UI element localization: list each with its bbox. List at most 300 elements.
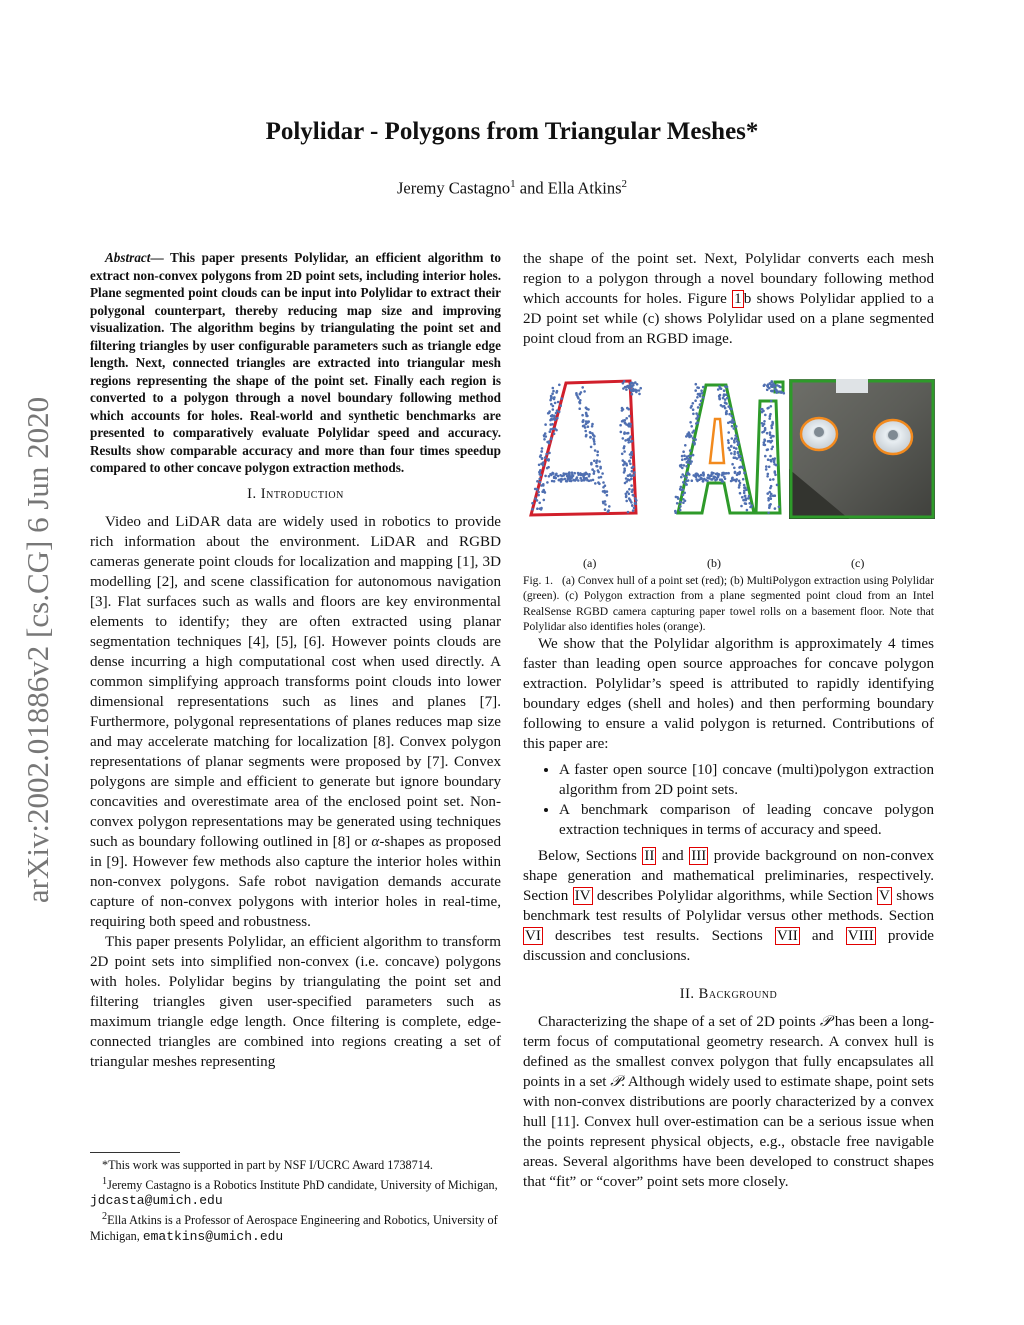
scatter-point [587, 408, 590, 411]
scatter-point [699, 403, 702, 406]
scatter-point [627, 478, 630, 481]
scatter-point [551, 423, 554, 426]
subfigure-label-a: (a) [583, 556, 597, 570]
scatter-point [581, 386, 584, 389]
scatter-point [621, 409, 624, 412]
scatter-point [596, 459, 599, 462]
scatter-point [778, 506, 781, 509]
scatter-point [557, 475, 560, 478]
scatter-point [770, 405, 773, 408]
scatter-point [721, 405, 724, 408]
body-text: provide background on non-convex shape generation and mathematical preliminaries, respectively. Section [523, 848, 934, 905]
scatter-point [771, 424, 774, 427]
scatter-point [604, 484, 607, 487]
scatter-point [700, 389, 703, 392]
scatter-point [731, 425, 734, 428]
scatter-point [596, 465, 599, 468]
scatter-point [739, 492, 742, 495]
scatter-point [558, 479, 561, 482]
scatter-point [546, 481, 549, 484]
scatter-point [587, 425, 590, 428]
scatter-point [692, 402, 695, 405]
scatter-point [593, 439, 596, 442]
scatter-point [598, 483, 601, 486]
scatter-point [769, 503, 772, 506]
scatter-point [742, 478, 745, 481]
scatter-point [770, 400, 773, 403]
scatter-point [631, 504, 634, 507]
email-link[interactable]: ematkins@umich.edu [142, 1228, 284, 1244]
scatter-point [589, 431, 592, 434]
scatter-point [556, 409, 559, 412]
scatter-point [772, 478, 775, 481]
scatter-point [536, 507, 539, 510]
scatter-point [628, 415, 631, 418]
scatter-point [767, 499, 770, 502]
figure-panel-a [528, 379, 653, 519]
scatter-point [767, 473, 770, 476]
section-ref-link[interactable]: IV [574, 888, 591, 905]
scatter-point [722, 480, 725, 483]
section-number: I. [247, 485, 261, 502]
arxiv-identifier: arXiv:2002.01886v2 [cs.CG] 6 Jun 2020 [20, 396, 55, 904]
scatter-point [571, 471, 574, 474]
scatter-point [590, 462, 593, 465]
scatter-point [734, 472, 737, 475]
scatter-point [575, 392, 578, 395]
scatter-point [724, 401, 727, 404]
scatter-point [545, 453, 548, 456]
scatter-point [547, 458, 550, 461]
scatter-point [539, 481, 542, 484]
scatter-point [767, 440, 770, 443]
scatter-point [766, 475, 769, 478]
scatter-point [769, 495, 772, 498]
scatter-point [727, 472, 730, 475]
scatter-point [682, 501, 685, 504]
footnote-text: Ella Atkins is a Professor of Aerospace Engineering and Robotics, University of Michigan, [90, 1212, 498, 1243]
scatter-point [743, 472, 746, 475]
scatter-point [740, 459, 743, 462]
scatter-point [774, 471, 777, 474]
scatter-point [735, 480, 738, 483]
scatter-point [763, 441, 766, 444]
scatter-point [576, 395, 579, 398]
scatter-point [767, 458, 770, 461]
list-item: • A faster open source [10] concave (multi)polygon extraction algorithm from 2D point sets. [559, 760, 934, 800]
footnote-marker: 2 [102, 1210, 108, 1222]
scatter-point [696, 396, 699, 399]
scatter-point [688, 473, 691, 476]
scatter-point [536, 488, 539, 491]
figure-panel-c [789, 379, 935, 519]
figure-ref-link[interactable]: 1 [734, 291, 742, 307]
scatter-point [550, 403, 553, 406]
scatter-point [745, 497, 748, 500]
scatter-point [768, 466, 771, 469]
section-ref-link[interactable]: V [879, 888, 890, 905]
scatter-point [633, 507, 636, 510]
scatter-point [779, 391, 782, 394]
scatter-point [766, 449, 769, 452]
paper-title: Polylidar - Polygons from Triangular Meshes* [265, 118, 759, 145]
scatter-point [567, 477, 570, 480]
subfigure-labels [523, 553, 934, 573]
scatter-point [549, 428, 552, 431]
scatter-point [723, 395, 726, 398]
scatter-point [741, 496, 744, 499]
scatter-point [630, 390, 633, 393]
scatter-point [590, 446, 593, 449]
scatter-point [730, 415, 733, 418]
scatter-point [538, 464, 541, 467]
scatter-point [699, 393, 702, 396]
scatter-point [606, 494, 609, 497]
scatter-point [549, 430, 552, 433]
scatter-point [683, 464, 686, 467]
scatter-point [700, 477, 703, 480]
scatter-point [579, 399, 582, 402]
scatter-point [578, 407, 581, 410]
scatter-point [681, 458, 684, 461]
scatter-point [783, 392, 786, 395]
scatter-point [631, 470, 634, 473]
scatter-point [737, 452, 740, 455]
scatter-point [557, 401, 560, 404]
scatter-point [765, 468, 768, 471]
scatter-point [742, 499, 745, 502]
scatter-point [691, 431, 694, 434]
scatter-point [541, 447, 544, 450]
scatter-point [630, 451, 633, 454]
scatter-point [621, 407, 624, 410]
scatter-point [623, 471, 626, 474]
scatter-point [771, 427, 774, 430]
scatter-point [553, 415, 556, 418]
scatter-point [711, 478, 714, 481]
scatter-point [626, 464, 629, 467]
scatter-point [690, 425, 693, 428]
scatter-point [734, 437, 737, 440]
scatter-point [764, 428, 767, 431]
scatter-point [590, 479, 593, 482]
scatter-point [552, 408, 555, 411]
scatter-point [731, 437, 734, 440]
scatter-point [743, 487, 746, 490]
scatter-point [770, 436, 773, 439]
scatter-point [604, 508, 607, 511]
scatter-point [694, 438, 697, 441]
scatter-point [585, 477, 588, 480]
email-link[interactable]: jdcasta@umich.edu [90, 1193, 223, 1209]
scatter-point [689, 449, 692, 452]
scatter-point [628, 385, 631, 388]
scatter-point [554, 402, 557, 405]
roll-core [888, 430, 898, 440]
scatter-point [584, 430, 587, 433]
scatter-point [540, 508, 543, 511]
scatter-point [748, 495, 751, 498]
scatter-point [540, 454, 543, 457]
scatter-point [674, 510, 677, 513]
scatter-point [624, 419, 627, 422]
scatter-point [544, 423, 547, 426]
scatter-point [625, 496, 628, 499]
section-number: II. [679, 986, 699, 1003]
author-conjunction: and [515, 178, 548, 198]
scatter-point [624, 386, 627, 389]
scatter-point [628, 474, 631, 477]
scatter-point [733, 451, 736, 454]
scatter-point [740, 505, 743, 508]
scatter-point [607, 509, 610, 512]
section-title: Background [698, 986, 778, 1003]
scatter-point [680, 464, 683, 467]
scatter-point [721, 472, 724, 475]
scatter-point [585, 434, 588, 437]
scatter-point [761, 411, 764, 414]
scatter-point [580, 473, 583, 476]
scatter-point [585, 423, 588, 426]
scatter-point [588, 475, 591, 478]
affiliation-marker: 1 [510, 178, 516, 190]
section-heading-background [523, 984, 934, 1004]
scatter-point [689, 421, 692, 424]
scatter-point [774, 388, 777, 391]
scatter-point [622, 437, 625, 440]
scatter-point [537, 491, 540, 494]
contributions-intro: We show that the Polylidar algorithm is approximately 4 times faster than leading open source approaches for concave polygon extraction. Polylidar’s speed is attributed to rapidly identifying boundary edges (shell and holes) and then performing boundary following to ensure a valid polygon is returned. Contributions of this paper are: [523, 636, 934, 753]
scatter-point [769, 459, 772, 462]
scatter-point [630, 484, 633, 487]
scatter-point [602, 502, 605, 505]
scatter-point [632, 509, 635, 512]
footnote-author-1 [90, 1174, 501, 1209]
intro-paragraph-2: This paper presents Polylidar, an efficient algorithm to transform 2D point sets into simplified non-convex (i.e. concave) polygons with holes. Polylidar begins by triangulating the point set and filtering triangles given user-specified parameters such as maximum triangle edge length. Once filtering is complete, edge-connected triangles are combined into regions creating a set of triangular meshes representing [90, 933, 501, 1070]
scatter-point [731, 463, 734, 466]
scatter-point [688, 431, 691, 434]
scatter-point [693, 443, 696, 446]
body-text: . Although widely used to estimate shape, point sets with non-convex distributions are poorly characterized by a convex hull [11]. Convex hull over-estimation can be a serious issue when the points represent physical objects, e.g., obstacle free navigable areas. Several algorithms have been developed to construct shapes that “fit” or “cover” point sets more closely. [523, 1074, 934, 1191]
scatter-point [733, 427, 736, 430]
scatter-point [538, 478, 541, 481]
scatter-point [552, 390, 555, 393]
scatter-point [761, 408, 764, 411]
scatter-point [683, 492, 686, 495]
left-column [90, 249, 501, 1072]
scatter-point [695, 383, 698, 386]
scatter-point [558, 384, 561, 387]
scatter-point [540, 484, 543, 487]
scatter-point [694, 389, 697, 392]
scatter-point [597, 469, 600, 472]
scatter-point [551, 392, 554, 395]
scatter-point [601, 472, 604, 475]
body-text: has been a long-term focus of computational geometry research. A convex hull is defined as the smallest convex polygon that fully encapsulates all points in a set [523, 1014, 934, 1091]
scatter-point [679, 501, 682, 504]
scatter-point [552, 387, 555, 390]
affiliation-marker: 2 [621, 178, 628, 190]
scatter-point [589, 436, 592, 439]
scatter-point [631, 488, 634, 491]
scatter-point [584, 473, 587, 476]
scatter-point [679, 509, 682, 512]
scatter-point [556, 417, 559, 420]
scatter-point [537, 494, 540, 497]
scatter-point [548, 452, 551, 455]
scatter-point [638, 389, 641, 392]
section-ref-link[interactable]: II [644, 848, 655, 865]
scatter-point [772, 435, 775, 438]
outline-paragraph [523, 846, 934, 966]
scatter-point [725, 410, 728, 413]
intro-text: -shapes as proposed in [9]. However few methods also capture the interior holes within non-convex polygons. Safe robot navigation demands accurate capture of non-convex polygons with interior holes in real-time, requiring both speed and robustness. [90, 833, 501, 930]
subfigure-label-c: (c) [851, 556, 865, 570]
scatter-point [571, 474, 574, 477]
scatter-point [769, 413, 772, 416]
scatter-point [716, 472, 719, 475]
scatter-point [683, 475, 686, 478]
scatter-point [579, 393, 582, 396]
scatter-point [773, 463, 776, 466]
scatter-point [685, 483, 688, 486]
background-paragraph [523, 1012, 934, 1192]
scatter-point [544, 456, 547, 459]
scatter-point [711, 471, 714, 474]
scatter-point [627, 438, 630, 441]
section-title: Introduction [260, 485, 344, 502]
scatter-point [700, 400, 703, 403]
scatter-point [558, 411, 561, 414]
section-ref-link[interactable]: III [691, 848, 707, 865]
scatter-point [634, 502, 637, 505]
scatter-point [593, 460, 596, 463]
scatter-point [544, 491, 547, 494]
scatter-point [598, 476, 601, 479]
scatter-point [702, 386, 705, 389]
scatter-point [737, 443, 740, 446]
scatter-point [724, 398, 727, 401]
scatter-point [768, 417, 771, 420]
scatter-point [689, 462, 692, 465]
scatter-point [572, 479, 575, 482]
section-ref-link[interactable]: VII [776, 928, 798, 945]
scatter-point [568, 480, 571, 483]
scatter-point [692, 454, 695, 457]
scatter-point [559, 404, 562, 407]
scatter-point [765, 465, 768, 468]
scatter-point [596, 450, 599, 453]
body-text: b shows Polylidar applied to a 2D point set while (c) shows Polylidar used on a plane segmented point cloud from an RGBD image. [523, 291, 934, 347]
scatter-point [540, 474, 543, 477]
scatter-point [553, 480, 556, 483]
scatter-point [686, 461, 689, 464]
body-text: shows benchmark test results of Polylidar versus other methods. Section [523, 888, 934, 925]
section-ref-link[interactable]: VIII [847, 928, 874, 945]
scatter-point [623, 467, 626, 470]
body-text: Characterizing the shape of a set of 2D points [538, 1014, 820, 1031]
scatter-point [631, 393, 634, 396]
scatter-point [702, 396, 705, 399]
scatter-point [702, 474, 705, 477]
scatter-point [687, 479, 690, 482]
scatter-point [593, 470, 596, 473]
scatter-point [630, 456, 633, 459]
scatter-point [729, 449, 732, 452]
scatter-point [688, 455, 691, 458]
scatter-point [636, 383, 639, 386]
scatter-point [540, 450, 543, 453]
scatter-point [763, 438, 766, 441]
scatter-point [553, 433, 556, 436]
body-text: provide discussion and conclusions. [523, 928, 934, 965]
polygon-hole-outline [710, 419, 724, 463]
scatter-point [766, 407, 769, 410]
scatter-point [729, 421, 732, 424]
continued-paragraph [523, 249, 934, 349]
scatter-point [630, 440, 633, 443]
scatter-point [762, 425, 765, 428]
scatter-point [771, 380, 774, 383]
scatter-point [630, 475, 633, 478]
scatter-point [560, 397, 563, 400]
scatter-point [738, 454, 741, 457]
scatter-point [702, 480, 705, 483]
body-text: the shape of the point set. Next, Polylidar converts each mesh region to a polygon through a novel boundary following method which accounts for holes. Figure [523, 251, 934, 307]
scatter-point [744, 495, 747, 498]
scatter-point [555, 391, 558, 394]
scatter-point [694, 399, 697, 402]
scatter-point [538, 502, 541, 505]
scatter-point [743, 484, 746, 487]
contributions-list [523, 760, 934, 840]
scatter-point [591, 423, 594, 426]
convex-hull-outline [531, 381, 636, 515]
scatter-point [553, 417, 556, 420]
scatter-point [623, 450, 626, 453]
scatter-point [692, 441, 695, 444]
footnote-marker: 1 [102, 1175, 108, 1187]
scatter-point [722, 397, 725, 400]
scatter-point [736, 457, 739, 460]
scatter-point [741, 465, 744, 468]
scatter-point [550, 437, 553, 440]
body-text: describes Polylidar algorithms, while Section [592, 888, 878, 905]
scatter-point [738, 486, 741, 489]
scatter-point [602, 481, 605, 484]
section-ref-link[interactable]: VI [525, 928, 541, 945]
scatter-point [707, 476, 710, 479]
figure-panel-b [668, 379, 793, 519]
scatter-point [718, 397, 721, 400]
scatter-point [682, 494, 685, 497]
paper-roll-top [836, 379, 868, 393]
abstract [90, 249, 501, 477]
scatter-point [602, 490, 605, 493]
scatter-point [769, 478, 772, 481]
scatter-point [596, 454, 599, 457]
scatter-point [690, 406, 693, 409]
scatter-point [727, 405, 730, 408]
scatter-point [624, 439, 627, 442]
scatter-point [676, 502, 679, 505]
scatter-point [547, 466, 550, 469]
scatter-point [550, 474, 553, 477]
scatter-point [691, 479, 694, 482]
scatter-point [564, 473, 567, 476]
scatter-point [638, 393, 641, 396]
scatter-point [621, 453, 624, 456]
